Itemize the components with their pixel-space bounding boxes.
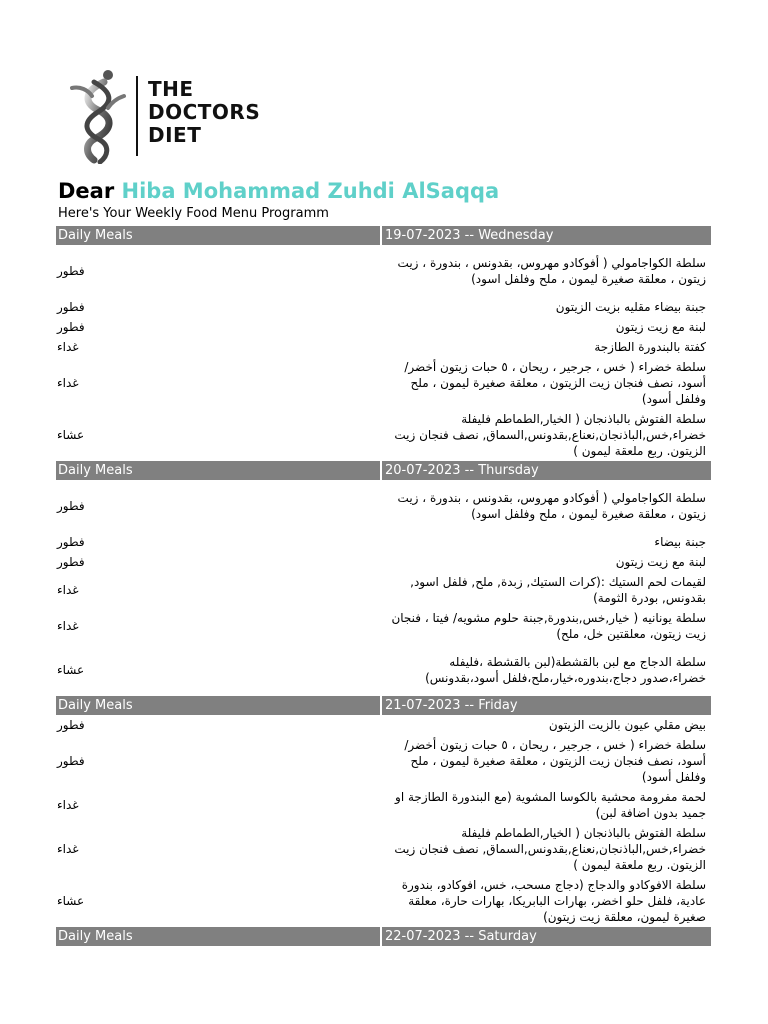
meal-row	[56, 823, 711, 875]
meal-food-text: لحمة مفرومة محشية بالكوسا المشوية (مع البندورة الطازجة او جميد بدون اضافة لبن)	[395, 790, 706, 820]
meal-type: فطور	[57, 499, 85, 513]
page-subtitle: Here's Your Weekly Food Menu Programm	[58, 206, 329, 221]
meal-type: غداء	[57, 376, 79, 390]
meal-food-text: لقيمات لحم الستيك :(كرات الستيك, زبدة, ملح, فلفل اسود, بقدونس, بودرة الثومة)	[410, 575, 706, 605]
meal-type: فطور	[57, 555, 85, 569]
logo-divider	[136, 76, 138, 156]
meal-food-text: سلطة الفتوش بالباذنجان ( الخيار,الطماطم فليفلة خضراء,خس,الباذنجان,نعناع,بقدونس,السماق, نصف فنجان زيت الزيتون. ربع ملعقة ليمون )	[394, 826, 706, 872]
meal-type: غداء	[57, 583, 79, 597]
meal-row	[56, 787, 711, 823]
meal-food-text: سلطة الكواجامولي ( أفوكادو مهروس، بقدونس ، بندورة ، زيت زيتون ، معلقة صغيرة ليمون ، ملح وفلفل اسود)	[397, 491, 706, 521]
day-date: 19-07-2023 -- Wednesday	[385, 228, 554, 243]
daily-meals-label: Daily Meals	[56, 696, 382, 715]
meal-row	[56, 480, 711, 532]
meal-food	[384, 789, 711, 821]
doctors-diet-emblem-icon	[68, 68, 128, 164]
daily-meals-label: Daily Meals	[56, 927, 382, 946]
meal-food-text: سلطة الدجاج مع لبن بالقشطة(لبن بالقشطة ،فليفله خضراء،صدور دجاج،بندوره،خيار،ملح،فلفل أسود،بقدونس)	[425, 655, 706, 685]
meal-type: فطور	[57, 535, 85, 549]
meal-row	[56, 245, 711, 297]
client-name: Hiba Mohammad Zuhdi AlSaqqa	[121, 179, 500, 203]
day-header	[56, 461, 711, 480]
meal-type: غداء	[57, 798, 79, 812]
meal-food-text: سلطة خضراء ( خس ، جرجير ، ريحان ، ٥ حبات زيتون أخضر/ أسود، نصف فنجان زيت الزيتون ، معلقة صغيرة ليمون ، ملح وفلفل أسود)	[404, 738, 706, 784]
meal-type: غداء	[57, 842, 79, 856]
meal-type: غداء	[57, 340, 79, 354]
meal-type: غداء	[57, 619, 79, 633]
meal-row	[56, 572, 711, 608]
meal-food-text: جبنة بيضاء مقليه بزيت الزيتون	[555, 300, 706, 314]
meal-food-text: سلطة خضراء ( خس ، جرجير ، ريحان ، ٥ حبات زيتون أخضر/ أسود، نصف فنجان زيت الزيتون ، معلقة صغيرة ليمون ، ملح وفلفل أسود)	[404, 360, 706, 406]
meal-food	[384, 299, 711, 315]
meal-row	[56, 715, 711, 735]
meal-food	[384, 877, 711, 925]
day-date: 22-07-2023 -- Saturday	[385, 929, 537, 944]
meal-type: عشاء	[57, 894, 85, 908]
day-date: 20-07-2023 -- Thursday	[385, 463, 539, 478]
weekly-menu-table	[56, 226, 711, 946]
meal-food-text: لبنة مع زيت زيتون	[615, 555, 706, 569]
meal-food	[384, 737, 711, 785]
meal-row	[56, 608, 711, 644]
daily-meals-label: Daily Meals	[56, 461, 382, 480]
meal-food-text: لبنة مع زيت زيتون	[615, 320, 706, 334]
daily-meals-label: Daily Meals	[56, 226, 382, 245]
meal-food	[384, 825, 711, 873]
meal-food	[384, 255, 711, 287]
meal-type: عشاء	[57, 428, 85, 442]
meal-food	[384, 339, 711, 355]
greeting	[58, 179, 499, 203]
meal-food-text: سلطة الكواجامولي ( أفوكادو مهروس، بقدونس ، بندورة ، زيت زيتون ، معلقة صغيرة ليمون ، ملح وفلفل اسود)	[397, 256, 706, 286]
meal-row	[56, 409, 711, 461]
meal-food	[384, 359, 711, 407]
logo-line: DIET	[148, 123, 202, 147]
meal-row	[56, 532, 711, 552]
meal-food-text: سلطة يونانيه ( خيار,خس,بندورة,جبنة حلوم مشويه/ فيتا ، فنجان زيت زيتون، معلقتين خل، ملح)	[391, 611, 706, 641]
meal-food	[384, 534, 711, 550]
meal-food-text: جبنة بيضاء	[654, 535, 706, 549]
meal-type: فطور	[57, 718, 85, 732]
meal-row	[56, 875, 711, 927]
day-header	[56, 696, 711, 715]
meal-food	[384, 610, 711, 642]
meal-row	[56, 552, 711, 572]
logo-line: THE	[148, 77, 194, 101]
meal-food	[384, 717, 711, 733]
greeting-prefix: Dear	[58, 179, 115, 203]
logo-wordmark	[148, 78, 260, 147]
meal-row	[56, 317, 711, 337]
meal-row	[56, 644, 711, 696]
meal-type: فطور	[57, 320, 85, 334]
meal-food	[384, 319, 711, 335]
day-header	[56, 927, 711, 946]
meal-type: فطور	[57, 300, 85, 314]
meal-food	[384, 554, 711, 570]
day-date: 21-07-2023 -- Friday	[385, 698, 518, 713]
meal-type: فطور	[57, 754, 85, 768]
meal-row	[56, 735, 711, 787]
meal-food	[384, 490, 711, 522]
brand-logo	[68, 68, 268, 164]
meal-food-text: كفتة بالبندورة الطازجة	[594, 340, 706, 354]
day-header	[56, 226, 711, 245]
meal-type: فطور	[57, 264, 85, 278]
meal-food-text: بيض مقلي عيون بالزيت الزيتون	[548, 718, 706, 732]
meal-food	[384, 574, 711, 606]
meal-row	[56, 297, 711, 317]
meal-food-text: سلطة الفتوش بالباذنجان ( الخيار,الطماطم فليفلة خضراء,خس,الباذنجان,نعناع,بقدونس,السماق, نصف فنجان زيت الزيتون. ربع ملعقة ليمون )	[394, 412, 706, 458]
logo-line: DOCTORS	[148, 100, 261, 124]
meal-row	[56, 337, 711, 357]
meal-row	[56, 357, 711, 409]
meal-type: عشاء	[57, 663, 85, 677]
meal-food	[384, 654, 711, 686]
meal-food-text: سلطة الافوكادو والدجاج (دجاج مسحب، خس، افوكادو، بندورة عادية، فلفل حلو اخضر، بهارات البابريكا، بهارات حارة، معلقة صغيرة ليمون، معلقة زيت زيتون)	[401, 878, 706, 924]
meal-food	[384, 411, 711, 459]
